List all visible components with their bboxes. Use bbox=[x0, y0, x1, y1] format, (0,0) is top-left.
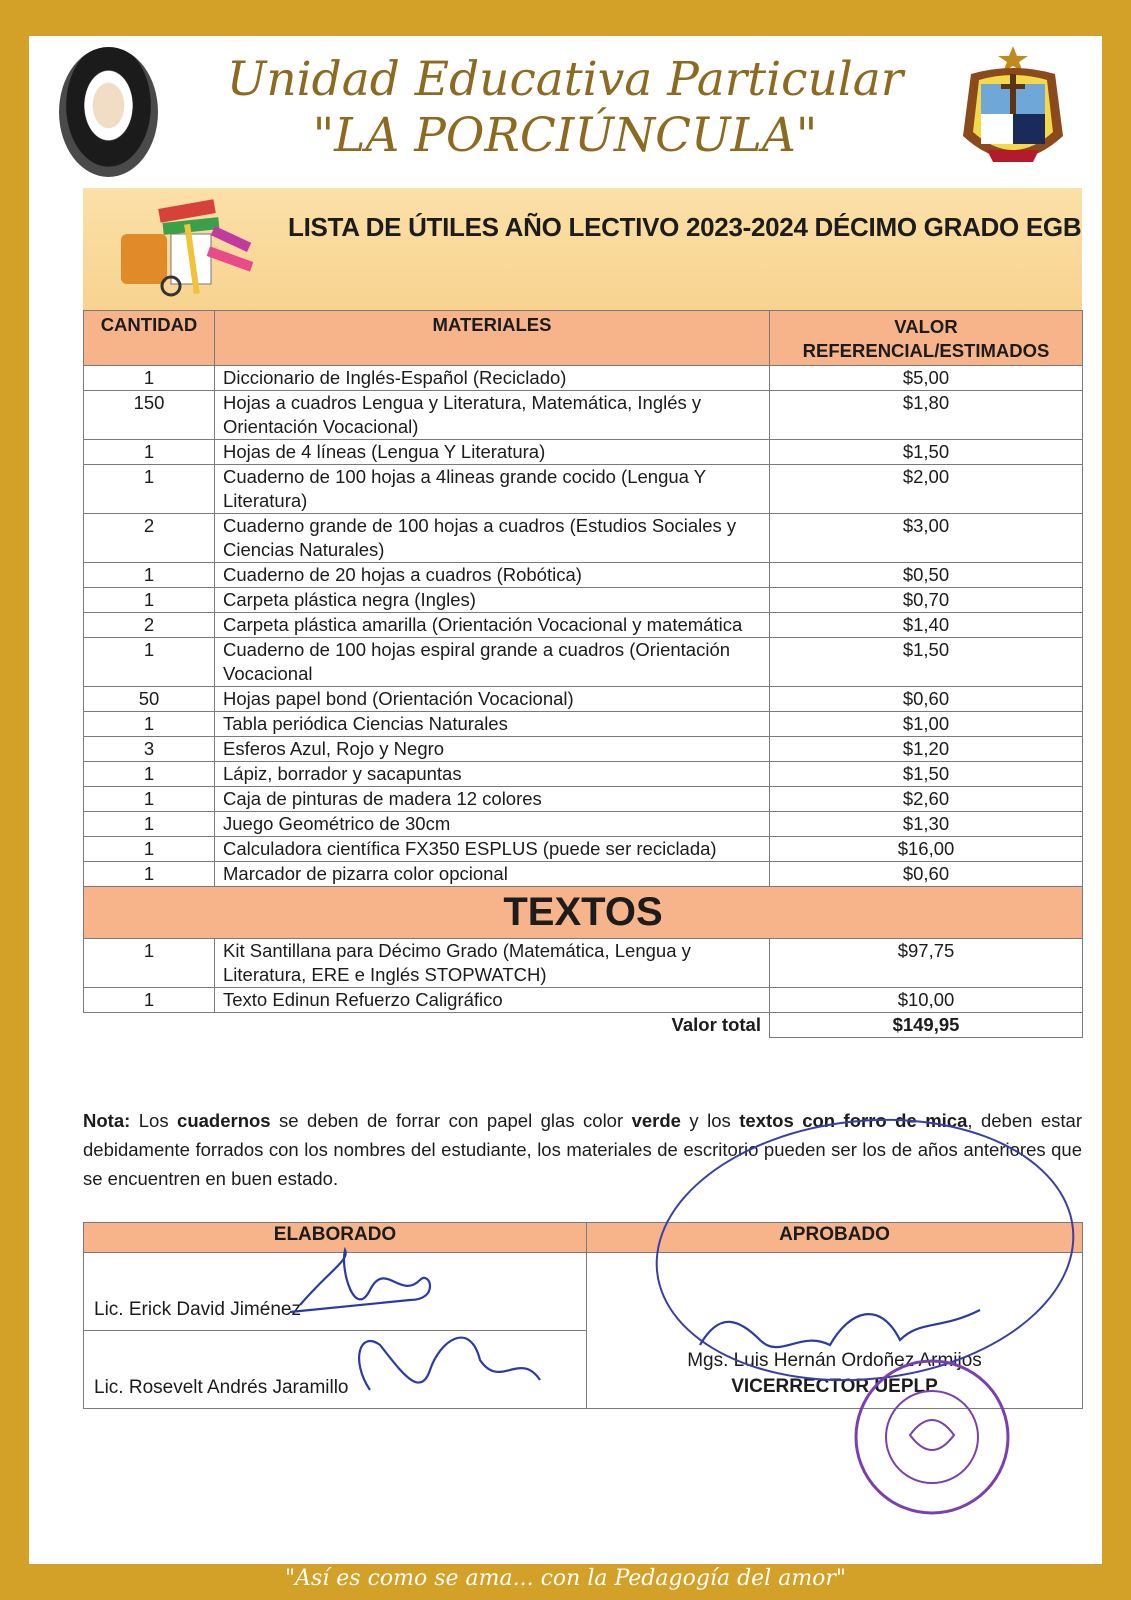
item-value: $5,00 bbox=[770, 366, 1083, 391]
item-quantity: 1 bbox=[84, 712, 215, 737]
school-title bbox=[180, 52, 950, 164]
note-text-2: se deben de forrar con papel glas color bbox=[270, 1110, 632, 1131]
item-quantity: 1 bbox=[84, 465, 215, 514]
table-row bbox=[84, 988, 1083, 1013]
textos-section-row bbox=[84, 887, 1083, 939]
note-text-4: , deben estar debidamente forrados con los nombres del estudiante, los materiales de escritorio pueden ser los de años anteriores que se encuentren en buen estado. bbox=[83, 1110, 1082, 1189]
item-value: $1,50 bbox=[770, 638, 1083, 687]
textos-heading: TEXTOS bbox=[84, 887, 1083, 939]
item-quantity: 1 bbox=[84, 837, 215, 862]
item-quantity: 1 bbox=[84, 787, 215, 812]
table-row bbox=[84, 514, 1083, 563]
school-title-line1: Unidad Educativa Particular bbox=[226, 52, 904, 107]
elaborado-header: ELABORADO bbox=[84, 1223, 587, 1253]
list-title: LISTA DE ÚTILES AÑO LECTIVO 2023-2024 DÉCIMO GRADO EGB bbox=[288, 212, 1082, 242]
note-label: Nota: bbox=[83, 1110, 131, 1131]
item-description: Caja de pinturas de madera 12 colores bbox=[215, 787, 770, 812]
school-supplies-icon bbox=[111, 194, 261, 304]
item-value: $0,60 bbox=[770, 862, 1083, 887]
item-description: Carpeta plástica negra (Ingles) bbox=[215, 588, 770, 613]
table-row bbox=[84, 366, 1083, 391]
supply-list-document bbox=[83, 188, 1082, 1038]
school-title-line2: "LA PORCIÚNCULA" bbox=[312, 108, 818, 163]
note-text-3: y los bbox=[680, 1110, 740, 1131]
table-row bbox=[84, 638, 1083, 687]
table-row bbox=[84, 563, 1083, 588]
supply-table bbox=[83, 310, 1083, 1038]
item-quantity: 1 bbox=[84, 862, 215, 887]
item-description: Juego Geométrico de 30cm bbox=[215, 812, 770, 837]
item-value: $1,50 bbox=[770, 762, 1083, 787]
item-quantity: 150 bbox=[84, 391, 215, 440]
table-row bbox=[84, 712, 1083, 737]
item-quantity: 1 bbox=[84, 588, 215, 613]
item-description: Tabla periódica Ciencias Naturales bbox=[215, 712, 770, 737]
item-description: Lápiz, borrador y sacapuntas bbox=[215, 762, 770, 787]
item-description: Cuaderno grande de 100 hojas a cuadros (Estudios Sociales y Ciencias Naturales) bbox=[215, 514, 770, 563]
col-header-materials: MATERIALES bbox=[215, 311, 770, 366]
table-row bbox=[84, 687, 1083, 712]
item-description: Texto Edinun Refuerzo Caligráfico bbox=[215, 988, 770, 1013]
note-bold-3: textos con forro de mica bbox=[739, 1110, 968, 1131]
item-description: Kit Santillana para Décimo Grado (Matemática, Lengua y Literatura, ERE e Inglés STOPWATCH) bbox=[215, 939, 770, 988]
item-description: Cuaderno de 20 hojas a cuadros (Robótica) bbox=[215, 563, 770, 588]
item-description: Cuaderno de 100 hojas espiral grande a cuadros (Orientación Vocacional bbox=[215, 638, 770, 687]
col-header-quantity: CANTIDAD bbox=[84, 311, 215, 366]
item-value: $1,00 bbox=[770, 712, 1083, 737]
item-value: $2,60 bbox=[770, 787, 1083, 812]
item-description: Diccionario de Inglés-Español (Reciclado) bbox=[215, 366, 770, 391]
item-value: $97,75 bbox=[770, 939, 1083, 988]
table-row bbox=[84, 862, 1083, 887]
col-header-value: VALOR REFERENCIAL/ESTIMADOS bbox=[770, 311, 1083, 366]
item-description: Hojas a cuadros Lengua y Literatura, Matemática, Inglés y Orientación Vocacional) bbox=[215, 391, 770, 440]
item-quantity: 1 bbox=[84, 563, 215, 588]
signer-2-name: Lic. Rosevelt Andrés Jaramillo bbox=[84, 1331, 587, 1409]
item-value: $1,40 bbox=[770, 613, 1083, 638]
item-value: $3,00 bbox=[770, 514, 1083, 563]
item-value: $2,00 bbox=[770, 465, 1083, 514]
approver-name: Mgs. Luis Hernán Ordoñez Armijos bbox=[687, 1350, 982, 1371]
table-row bbox=[84, 588, 1083, 613]
item-quantity: 50 bbox=[84, 687, 215, 712]
note-bold-1: cuadernos bbox=[177, 1110, 271, 1131]
approver-role: VICERRECTOR UEPLP bbox=[731, 1376, 938, 1397]
school-crest-logo bbox=[957, 44, 1069, 180]
item-value: $1,50 bbox=[770, 440, 1083, 465]
item-description: Marcador de pizarra color opcional bbox=[215, 862, 770, 887]
item-quantity: 2 bbox=[84, 613, 215, 638]
table-row bbox=[84, 939, 1083, 988]
footer-motto: "Así es como se ama... con la Pedagogía del amor" bbox=[284, 1566, 847, 1591]
table-row bbox=[84, 787, 1083, 812]
list-banner bbox=[83, 188, 1082, 310]
item-quantity: 1 bbox=[84, 988, 215, 1013]
item-quantity: 1 bbox=[84, 440, 215, 465]
table-row bbox=[84, 837, 1083, 862]
item-value: $10,00 bbox=[770, 988, 1083, 1013]
item-description: Carpeta plástica amarilla (Orientación Vocacional y matemática bbox=[215, 613, 770, 638]
note-text-1: Los bbox=[130, 1110, 178, 1131]
table-row bbox=[84, 440, 1083, 465]
item-value: $0,60 bbox=[770, 687, 1083, 712]
item-value: $1,30 bbox=[770, 812, 1083, 837]
item-description: Hojas de 4 líneas (Lengua Y Literatura) bbox=[215, 440, 770, 465]
item-quantity: 1 bbox=[84, 762, 215, 787]
item-quantity: 1 bbox=[84, 812, 215, 837]
item-description: Cuaderno de 100 hojas a 4lineas grande cocido (Lengua Y Literatura) bbox=[215, 465, 770, 514]
item-quantity: 3 bbox=[84, 737, 215, 762]
item-value: $1,80 bbox=[770, 391, 1083, 440]
item-value: $16,00 bbox=[770, 837, 1083, 862]
founder-portrait-image bbox=[59, 47, 158, 177]
table-row bbox=[84, 762, 1083, 787]
vicerrectorado-seal-stamp bbox=[850, 1355, 1015, 1520]
item-description: Calculadora científica FX350 ESPLUS (puede ser reciclada) bbox=[215, 837, 770, 862]
item-value: $1,20 bbox=[770, 737, 1083, 762]
aprobado-header: APROBADO bbox=[587, 1223, 1083, 1253]
item-quantity: 1 bbox=[84, 366, 215, 391]
item-quantity: 2 bbox=[84, 514, 215, 563]
item-description: Hojas papel bond (Orientación Vocacional) bbox=[215, 687, 770, 712]
table-row bbox=[84, 391, 1083, 440]
item-value: $0,70 bbox=[770, 588, 1083, 613]
total-row bbox=[84, 1013, 1083, 1038]
note-bold-2: verde bbox=[631, 1110, 681, 1131]
item-description: Esferos Azul, Rojo y Negro bbox=[215, 737, 770, 762]
total-value: $149,95 bbox=[770, 1013, 1083, 1038]
item-quantity: 1 bbox=[84, 939, 215, 988]
total-label: Valor total bbox=[84, 1013, 770, 1038]
table-row bbox=[84, 737, 1083, 762]
table-row bbox=[84, 465, 1083, 514]
table-row bbox=[84, 613, 1083, 638]
table-row bbox=[84, 812, 1083, 837]
item-quantity: 1 bbox=[84, 638, 215, 687]
item-value: $0,50 bbox=[770, 563, 1083, 588]
signer-1-name: Lic. Erick David Jiménez bbox=[84, 1253, 587, 1331]
